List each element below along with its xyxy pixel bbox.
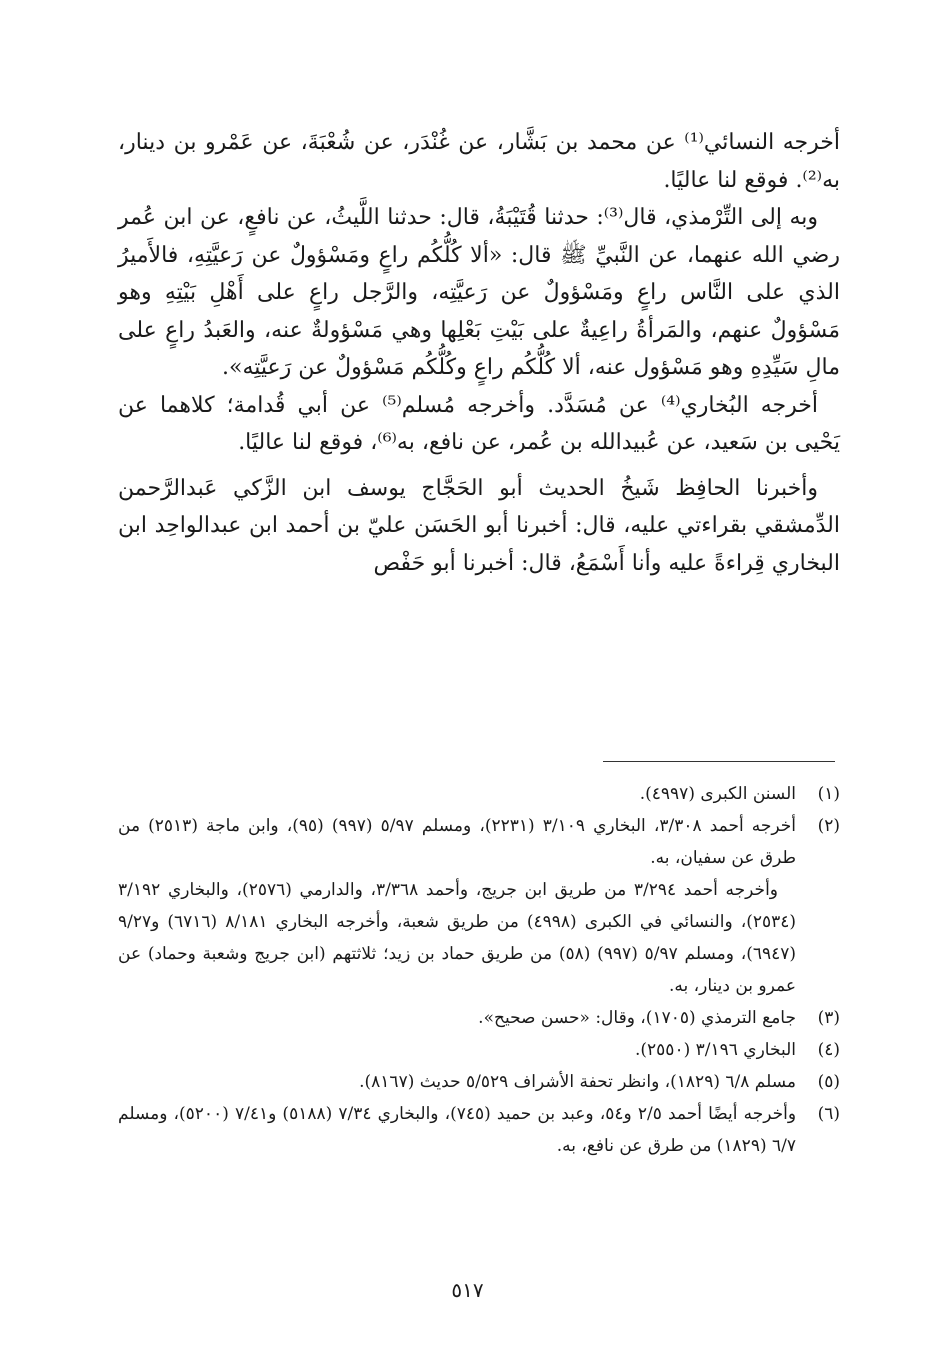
footnote-number: (٤) <box>817 1040 840 1060</box>
footnote-number: (٦) <box>817 1104 840 1124</box>
footnote-text: أخرجه أحمد ٣/٣٠٨، البخاري ٣/١٠٩ (٢٢٣١)، ومسلم ٥/٩٧ (٩٩٧) (٩٥)، وابن ماجة (٢٥١٣) من طرق عن سفيان، به. <box>118 816 797 868</box>
footnote-text: مسلم ٦/٨ (١٨٢٩)، وانظر تحفة الأشراف ٥/٥٢٩ حديث (٨١٦٧). <box>359 1072 796 1092</box>
paragraph-3: أخرجه البُخاري⁽⁴⁾ عن مُسَدَّد. وأخرجه مُسلم⁽⁵⁾ عن أبي قُدامة؛ كلاهما عن يَحْيى بن سَعيد، عن عُبيدالله بن عُمر، عن نافع، به⁽⁶⁾، فوقع لنا عاليًا. <box>118 392 840 455</box>
footnotes <box>118 778 840 1162</box>
footnote-text: السنن الكبرى (٤٩٩٧). <box>639 784 796 804</box>
footnote-separator <box>603 761 835 762</box>
footnote-text: البخاري ٣/١٩٦ (٢٥٥٠). <box>635 1040 796 1060</box>
footnote-text: جامع الترمذي (١٧٠٥)، وقال: «حسن صحيح». <box>478 1008 796 1028</box>
footnote-3 <box>118 1002 840 1034</box>
paragraph-2: وبه إلى التِّرْمذي، قال⁽³⁾: حدثنا قُتَيْبَةُ، قال: حدثنا اللَّيثُ، عن نافعٍ، عن ابن عُمر رضي الله عنهما، عن النَّبيِّ ﷺ قال: «ألا كُلُّكُم راعٍ ومَسْؤولٌ عن رَعيَّتِهِ، فالأَميرُ الذي على النَّاس راعٍ ومَسْؤولٌ عن رَعيَّتِه، والرَّجل راعٍ على أَهْلِ بَيْتِهِ وهو مَسْؤولٌ عنهم، والمَرأةُ راعِيةٌ على بَيْتِ بَعْلِها وهي مَسْؤولةٌ عنه، والعَبدُ راعٍ على مالِ سَيِّدِهِ وهو مَسْؤول عنه، ألا كُلُّكُم راعٍ وكُلُّكُم مَسْؤولٌ عن رَعيَّتِه». <box>118 205 840 380</box>
footnote-number: (١) <box>817 784 840 804</box>
footnote-number: (٣) <box>817 1008 840 1028</box>
footnote-number: (٢) <box>817 816 840 836</box>
footnote-continuation: وأخرجه أحمد ٣/٢٩٤ من طريق ابن جريج، وأحمد ٣/٣٦٨، والدارمي (٢٥٧٦)، والبخاري ٣/١٩٢ (٢٥٣٤)، والنسائي في الكبرى (٤٩٩٨) من طريق شعبة، وأخرجه البخاري ٨/١٨١ (٦٧١٦) و٩/٢٧ (٦٩٤٧)، ومسلم ٥/٩٧ (٩٩٧) (٥٨) من طريق حماد بن زيد؛ ثلاثتهم (ابن جريج وشعبة وحماد) عن عمرو بن دينار، به. <box>118 880 796 996</box>
footnote-5 <box>118 1066 840 1098</box>
paragraph-4: وأخبرنا الحافِظ شَيخُ الحديث أبو الحَجَّاج يوسف ابن الزَّكي عَبدالرَّحمن الدِّمشقي بقراءتي عليه، قال: أخبرنا أبو الحَسَن عليّ بن أحمد ابن عبدالواحِد ابن البخاري قِراءةً عليه وأنا أَسْمَعُ، قال: أخبرنا أبو حَفْص <box>118 475 840 576</box>
footnote-6 <box>118 1098 840 1162</box>
footnote-text: وأخرجه أيضًا أحمد ٢/٥ و٥٤، وعبد بن حميد (٧٤٥)، والبخاري ٧/٣٤ (٥١٨٨) و٧/٤١ (٥٢٠٠)، ومسلم ٦/٧ (١٨٢٩) من طرق عن نافع، به. <box>118 1104 797 1156</box>
main-text <box>118 124 840 582</box>
footnote-4 <box>118 1034 840 1066</box>
footnote-2 <box>118 810 840 1002</box>
page-number: ٥١٧ <box>451 1278 484 1302</box>
paragraph-1: أخرجه النسائي⁽¹⁾ عن محمد بن بَشَّار، عن غُنْدَر، عن شُعْبَةَ، عن عَمْرو بن دينار، به⁽²⁾. فوقع لنا عاليًا. <box>118 130 841 193</box>
footnote-number: (٥) <box>817 1072 840 1092</box>
footnote-1 <box>118 778 840 810</box>
